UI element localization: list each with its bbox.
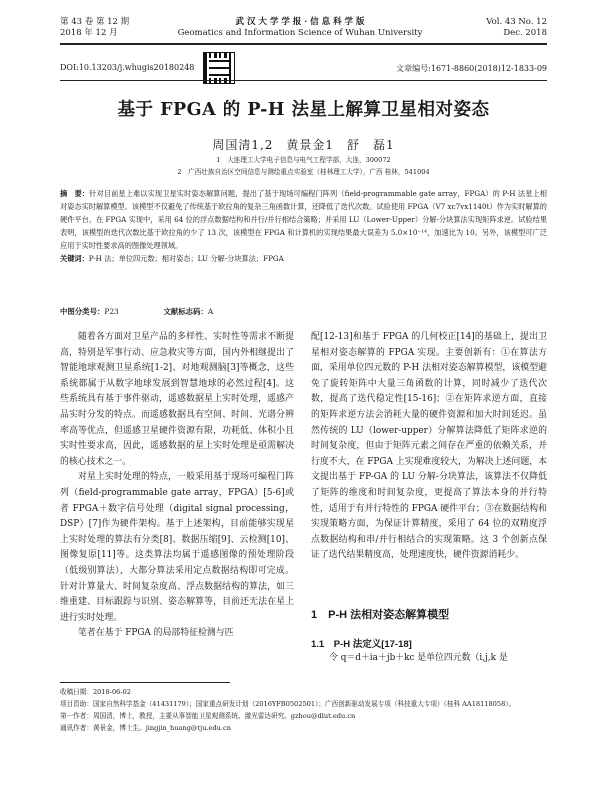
keywords: P-H 法；单位四元数；相对姿态；LU 分解-分块算法；FPGA	[88, 254, 284, 263]
issue-date-en: Dec. 2018	[503, 28, 547, 38]
paragraph: 对星上实时处理的特点，一般采用基于现场可编程门阵列（field-programmable gate array，FPGA）[5-6]或者 FPGA＋数字信号处理（digital signal processing，DSP）[7]作为硬件架构。基于上述架构，目前能够实现星上实时处理的算法有分类[8]、数据压缩[9]、云检测[10]、图像复原[11]等。这类算法均属于遥感图像的预处理阶段（低级别算法），大都分算法采用定点数据结构即可完成。针对计算量大、时间复杂度高、浮点数据结构的算法，如三维重建、目标跟踪与识别、姿态解算等，目前还无法在星上进行实时处理。	[60, 472, 294, 623]
journal-volume-en	[486, 17, 547, 39]
abstract-text: 针对目前星上难以实现卫星实时姿态解算问题，提出了基于现场可编程门阵列（field-programmable gate array，FPGA）的 P-H 法星上相对姿态实时解算模型。该模型不仅避免了传统基于欧拉角的复杂三角函数计算，还降低了迭代次数。试验使用 FPGA（V7 xc7vx1140t）作为实时解算的硬件平台，在 FPGA 实现中，采用 64 位的浮点数据结构和并行/并行相结合策略；并采用 LU（Lower-Upper）分解-分块算法实现矩阵求逆。试验结果表明，该模型的迭代次数比基于欧拉角的少了 13 次，该模型在 FPGA 和计算机的实现结果最大误差为 5.0×10⁻¹⁴，加速比为 10。另外，该模型可广泛应用于实时性要求高的图像处理领域。	[60, 189, 547, 250]
first-author: 第一作者：周国清，博士，教授，主要从事智能卫星观测系统、激光雷达研究。gzhou@dlut.edu.cn	[60, 712, 356, 720]
section-1-heading: 1 P-H 法相对姿态解算模型	[311, 609, 450, 621]
affiliation-1: 1 大连理工大学电子信息与电气工程学部，大连，300072	[216, 156, 391, 164]
footnote-rule	[60, 682, 230, 683]
paper-title: 基于 FPGA 的 P-H 法星上解算卫星相对姿态	[117, 100, 490, 120]
body-left-column	[60, 330, 294, 642]
section-1-1-text	[311, 651, 547, 667]
doc-code-label: 文献标志码：	[163, 307, 208, 316]
affiliation-2: 2 广西壮族自治区空间信息与测绘重点实验室（桂林理工大学），广西 桂林，541004	[177, 168, 430, 176]
clc-value: P23	[104, 307, 119, 316]
clc-label: 中图分类号：	[60, 307, 105, 316]
abstract	[60, 187, 547, 265]
corresponding-author: 通讯作者：黄景金，博士生。jingjin_huang@tju.edu.cn	[60, 724, 231, 732]
header-rule	[60, 43, 547, 45]
doi-rule	[60, 80, 547, 81]
footnotes	[60, 686, 547, 734]
paragraph: 随着各方面对卫星产品的多样性、实时性等需求不断提高，特别是军事行动、应急救灾等方面，国内外相继提出了智能地球观测卫星系统[1-2]、对地观测脑[3]等概念，这些系统都属于从数字地球发展到智慧地球的必然过程[4]。这些系统具有基于事件驱动，遥感数据星上实时处理，遥感产品实时分发的特点。而遥感数据具有空间、时间、光谱分辨率高等优点，但遥感卫星硬件资源有限，功耗低、体积小且实时性要求高，因此，遥感数据的星上实时处理是亟需解决的核心技术之一。	[60, 332, 294, 467]
doi[interactable]: DOI:10.13203/j.whugis20180248	[60, 63, 195, 72]
journal-name-en: Geomatics and Information Science of Wuhan University	[177, 28, 423, 38]
journal-volume	[60, 17, 129, 39]
body-right-column	[311, 330, 547, 564]
issue-date: 2018 年 12 月	[60, 28, 118, 38]
doc-code-value: A	[207, 307, 214, 316]
author-list: 周国清1,2 黄景金1 舒 磊1	[212, 138, 395, 152]
journal-name	[150, 17, 450, 39]
received-date: 收稿日期：2018-06-02	[60, 688, 131, 696]
article-number: 文章编号:1671-8860(2018)12-1833-09	[396, 64, 547, 73]
paragraph: 配[12-13]和基于 FPGA 的几何校正[14]的基础上，提出卫星相对姿态解算的 FPGA 实现。主要创新有：①在算法方面，采用单位四元数的 P-H 法相对姿态解算模型，该模型避免了旋转矩阵中大量三角函数的计算，同时减少了迭代次数，提高了迭代稳定性[15-16]；②在矩阵求逆方面，直接的矩阵求逆方法会消耗大量的硬件资源和加大时间延迟。虽然传统的 LU（lower-upper）分解算法降低了矩阵求逆的时间复杂度，但由于矩阵元素之间存在严重的依赖关系，并行度不大，在 FPGA 上实现难度较大，为解决上述问题，本文提出基于 FP-GA 的 LU 分解-分块算法，该算法不仅降低了矩阵的维度和时间复杂度，更提高了算法本身的并行特性，适用于有并行特性的 FPGA 硬件平台；③在数据结构和实现策略方面，为保证计算精度，采用了 64 位的双精度浮点数据结构和串/并行相结合的实现策略。这 3 个创新点保证了迭代结果精度高，处理速度快，硬件资源消耗少。	[311, 332, 547, 561]
section-1-1-heading: 1.1 P-H 法定义[17-18]	[311, 639, 412, 650]
classification-row	[60, 306, 213, 317]
keywords-label: 关键词：	[60, 254, 89, 263]
funding: 项目资助：国家自然科学基金（41431179）；国家重点研发计划（2016YFB0502501）；广西创新驱动发展专项（科技重大专项）（桂科 AA18118058）。	[60, 700, 516, 708]
paragraph: 令 q＝d＋ia＋jb＋kc 是单位四元数（i,j,k 是	[329, 653, 508, 663]
volume-issue-en: Vol. 43 No. 12	[486, 17, 547, 27]
abstract-label: 摘 要：	[60, 189, 90, 198]
paragraph: 笔者在基于 FPGA 的局部特征检测与匹	[78, 628, 234, 639]
volume-issue: 第 43 卷 第 12 期	[60, 17, 130, 27]
journal-name-cn: 武 汉 大 学 学 报 · 信 息 科 学 版	[235, 17, 365, 27]
